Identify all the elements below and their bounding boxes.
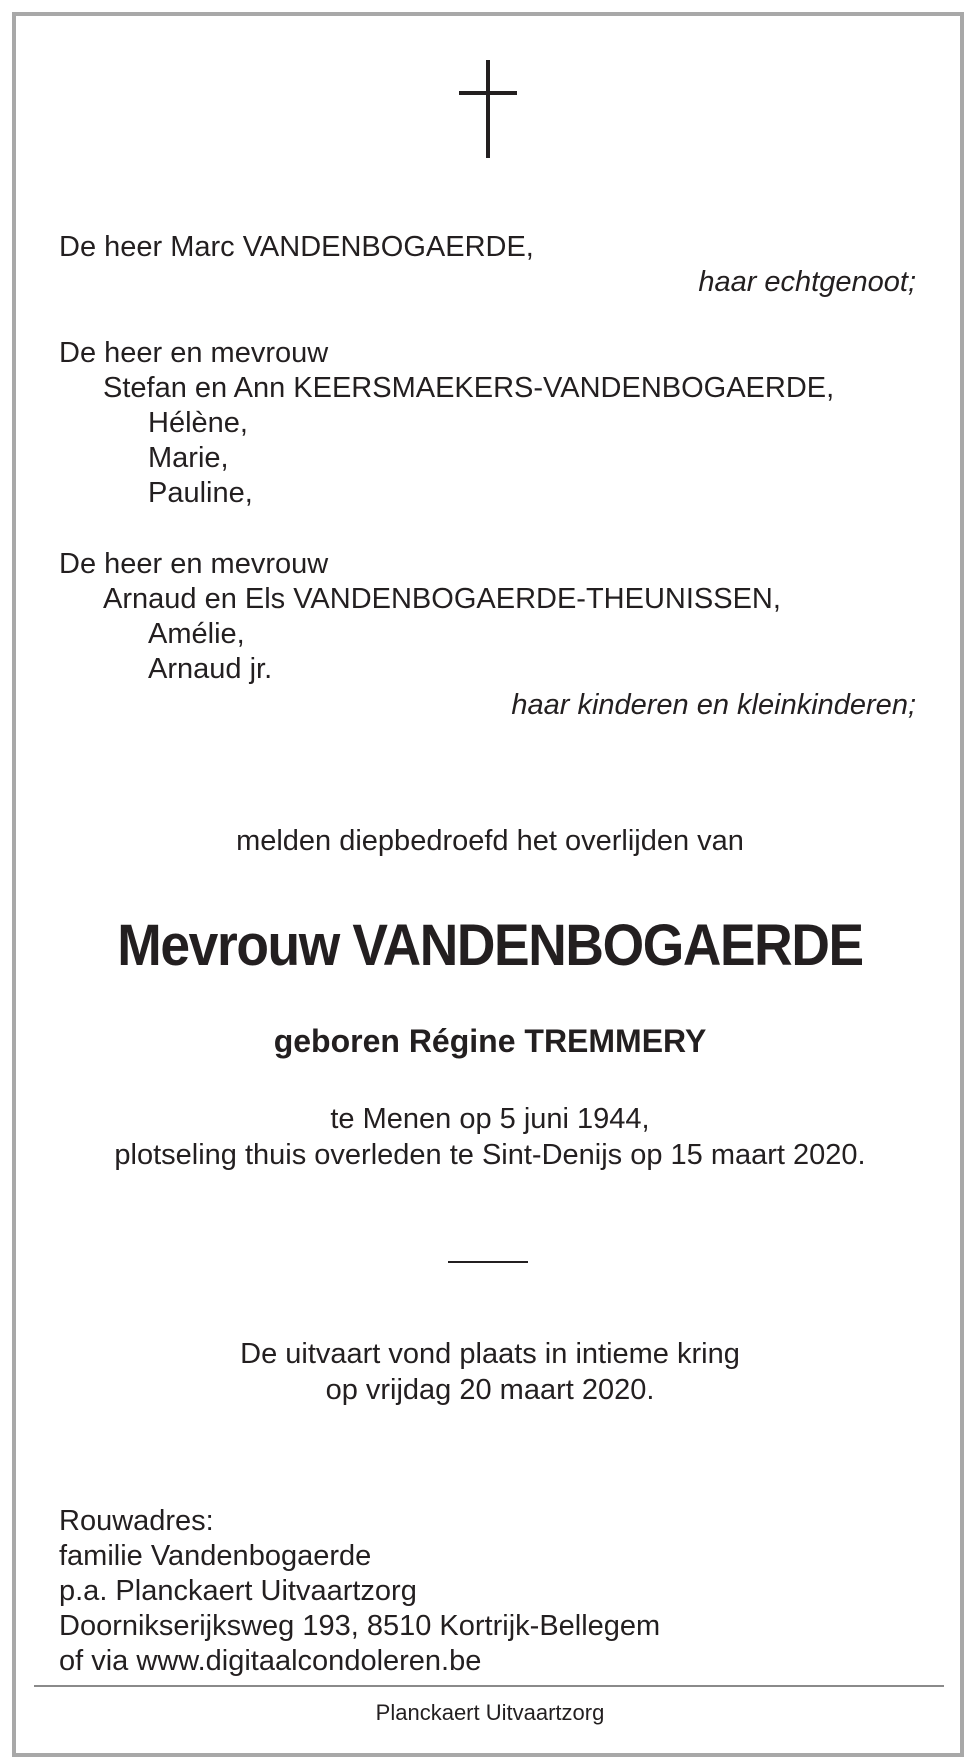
address-label: Rouwadres: <box>59 1505 214 1537</box>
announcement-lead: melden diepbedroefd het overlijden van <box>236 825 744 857</box>
group2-grandchild: Arnaud jr. <box>148 653 273 685</box>
footer-undertaker: Planckaert Uitvaartzorg <box>375 1700 605 1725</box>
address-line-3: Doornikserijksweg 193, 8510 Kortrijk-Bellegem <box>59 1610 661 1642</box>
group1-couple: Stefan en Ann KEERSMAEKERS-VANDENBOGAERDE, <box>103 372 835 404</box>
cross-vertical-bar <box>486 60 490 158</box>
footer-divider <box>34 1685 944 1687</box>
children-role: haar kinderen en kleinkinderen; <box>511 689 916 721</box>
divider <box>448 1261 528 1263</box>
address-line-2: p.a. Planckaert Uitvaartzorg <box>59 1575 417 1607</box>
group2-couple: Arnaud en Els VANDENBOGAERDE-THEUNISSEN, <box>103 583 781 615</box>
group2-grandchild: Amélie, <box>148 618 245 650</box>
funeral-line-1: De uitvaart vond plaats in intieme kring <box>240 1338 740 1370</box>
birth-line: te Menen op 5 juni 1944, <box>330 1103 650 1135</box>
group1-grandchild: Marie, <box>148 442 229 474</box>
cross-horizontal-bar <box>459 91 517 95</box>
deceased-name: Mevrouw VANDENBOGAERDE <box>117 913 863 978</box>
group2-intro: De heer en mevrouw <box>59 548 329 580</box>
birth-name: geboren Régine TREMMERY <box>273 1023 707 1059</box>
husband-line: De heer Marc VANDENBOGAERDE, <box>59 231 534 263</box>
group1-intro: De heer en mevrouw <box>59 337 329 369</box>
group1-grandchild: Hélène, <box>148 407 248 439</box>
cross-icon <box>459 60 517 158</box>
funeral-line-2: op vrijdag 20 maart 2020. <box>325 1374 655 1406</box>
address-line-1: familie Vandenbogaerde <box>59 1540 372 1572</box>
death-line: plotseling thuis overleden te Sint-Denijs op 15 maart 2020. <box>114 1139 866 1171</box>
group1-grandchild: Pauline, <box>148 477 253 509</box>
husband-role: haar echtgenoot; <box>698 266 916 298</box>
address-line-4: of via www.digitaalcondoleren.be <box>59 1645 482 1677</box>
